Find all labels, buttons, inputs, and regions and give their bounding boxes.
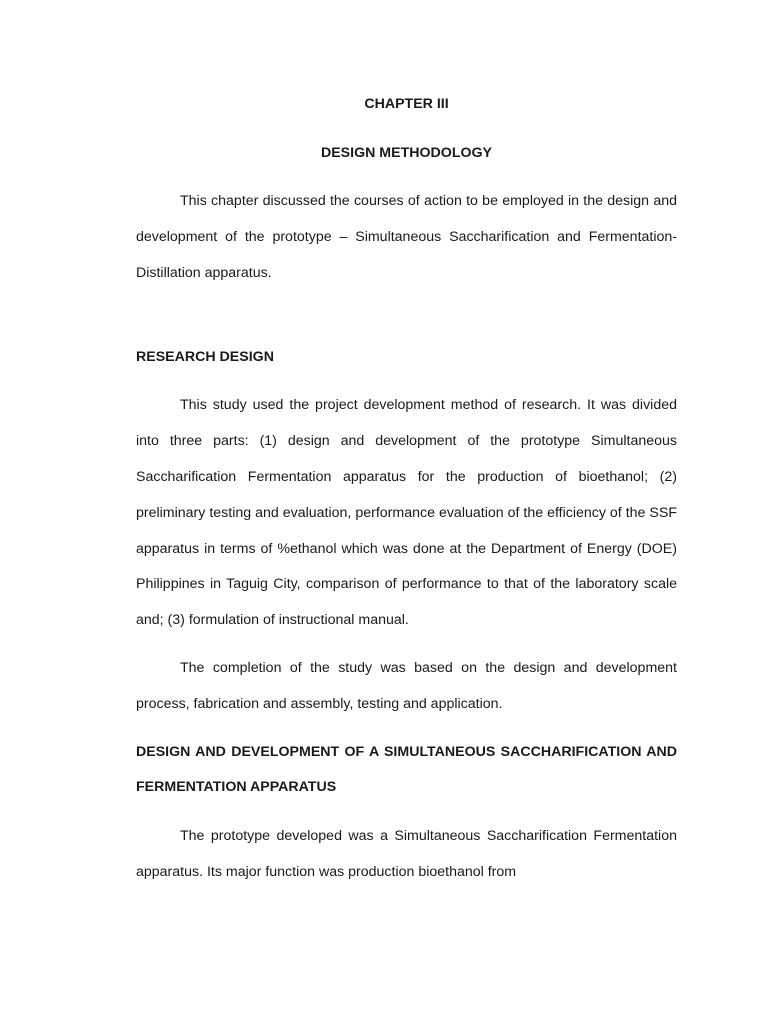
section-heading-design-development: DESIGN AND DEVELOPMENT OF A SIMULTANEOUS SACCHARIFICATION AND FERMENTATION APPARATUS	[136, 743, 677, 796]
research-design-paragraph-2: The completion of the study was based on the design and development process, fabrication and assembly, testing and application.	[136, 659, 677, 712]
chapter-title: DESIGN METHODOLOGY	[320, 145, 493, 161]
chapter-number: CHAPTER III	[364, 96, 449, 112]
page-content	[136, 86, 677, 891]
intro-paragraph: This chapter discussed the courses of action to be employed in the design and development of the prototype – Simultaneous Saccharification and Fermentation-Distillation apparatus.	[136, 193, 677, 281]
research-design-paragraph-1: This study used the project development method of research. It was divided into three parts: (1) design and development of the prototype Simultaneous Saccharification Fermentation apparatus for the production of bioethanol; (2) preliminary testing and evaluation, performance evaluation of the efficiency of the SSF apparatus in terms of %ethanol which was done at the Department of Energy (DOE) Philippines in Taguig City, comparison of performance to that of the laboratory scale and; (3) formulation of instructional manual.	[136, 397, 677, 629]
section-heading-research-design: RESEARCH DESIGN	[136, 349, 274, 366]
design-development-paragraph-1: The prototype developed was a Simultaneous Saccharification Fermentation apparatus. Its major function was production bioethanol from	[136, 828, 677, 880]
